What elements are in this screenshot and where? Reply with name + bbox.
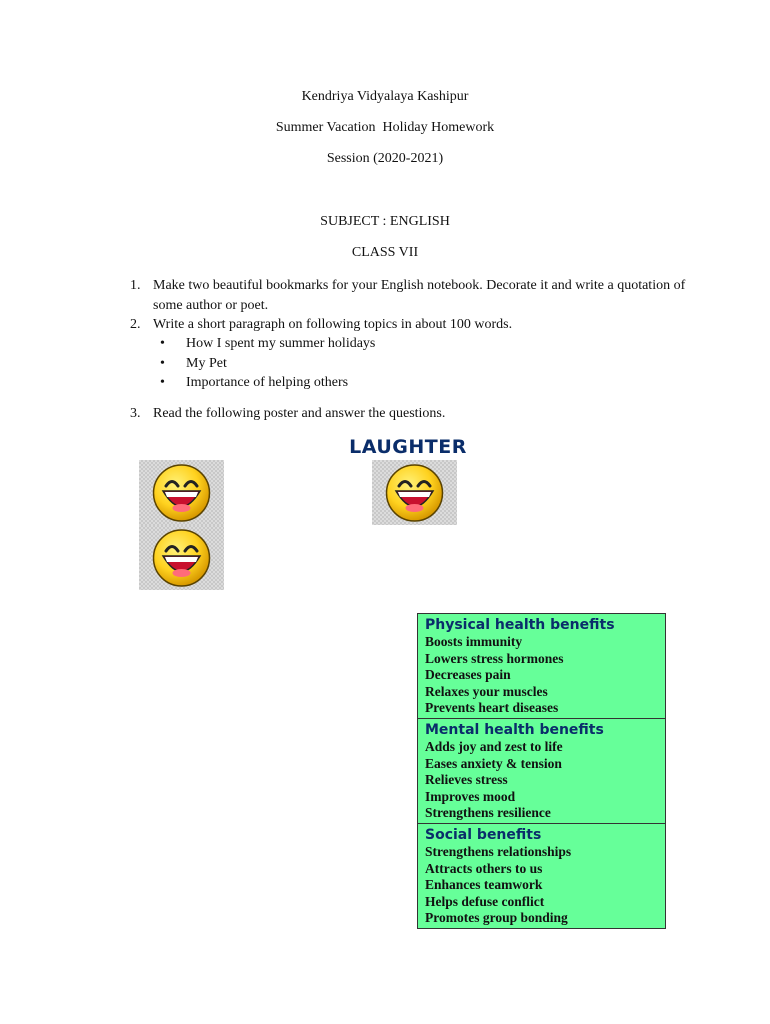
benefit-item: Strengthens relationships <box>425 843 572 859</box>
question-text: Write a short paragraph on following topics in about 100 words. <box>153 317 513 332</box>
physical-benefits-section <box>418 614 665 718</box>
bullet-icon: • <box>160 375 165 390</box>
bullet-icon: • <box>160 355 165 371</box>
section-heading: Social benefits <box>425 826 542 843</box>
question-number: 2. <box>130 317 141 332</box>
question-1 <box>130 276 690 315</box>
laughing-face-icon <box>139 525 224 590</box>
bullet-icon: • <box>160 336 165 351</box>
question-2 <box>130 315 690 335</box>
benefit-item: Relieves stress <box>425 772 508 788</box>
laughing-face-icon <box>139 460 224 525</box>
benefits-table <box>417 613 666 929</box>
benefit-item: Eases anxiety & tension <box>425 755 562 771</box>
school-name: Kendriya Vidyalaya Kashipur <box>301 89 469 104</box>
topic-item: • My Pet <box>160 354 375 374</box>
topic-list <box>160 334 375 393</box>
question-3 <box>130 404 690 424</box>
mental-benefits-section <box>418 718 665 823</box>
question-number: 3. <box>130 406 141 421</box>
document-title: Summer Vacation Holiday Homework <box>275 120 495 135</box>
benefit-item: Lowers stress hormones <box>425 650 564 666</box>
question-number: 1. <box>130 278 141 293</box>
benefit-item: Decreases pain <box>425 667 511 683</box>
class-label: CLASS VII <box>351 245 419 260</box>
subject-label: SUBJECT : ENGLISH <box>320 214 450 229</box>
topic-item: • Importance of helping others <box>160 373 375 393</box>
benefit-item: Prevents heart diseases <box>425 700 559 716</box>
question-text: Make two beautiful bookmarks for your English notebook. Decorate it and write a quotation of some author or poet. <box>153 278 686 313</box>
benefit-item: Enhances teamwork <box>425 877 543 893</box>
benefit-item: Attracts others to us <box>425 860 543 876</box>
session-label: Session (2020-2021) <box>326 151 444 166</box>
benefit-item: Improves mood <box>425 788 516 804</box>
topic-item: • How I spent my summer holidays <box>160 334 375 354</box>
question-text: Read the following poster and answer the questions. <box>153 406 446 421</box>
social-benefits-section <box>418 823 665 928</box>
laughing-face-icon <box>372 460 457 525</box>
benefit-item: Relaxes your muscles <box>425 683 548 699</box>
benefit-item: Promotes group bonding <box>425 910 568 926</box>
benefit-item: Strengthens resilience <box>425 805 551 821</box>
section-heading: Mental health benefits <box>425 721 604 738</box>
poster-title: LAUGHTER <box>349 436 467 458</box>
section-heading: Physical health benefits <box>425 617 615 633</box>
benefit-item: Adds joy and zest to life <box>425 738 563 754</box>
benefit-item: Boosts immunity <box>425 634 523 649</box>
benefit-item: Helps defuse conflict <box>425 893 545 909</box>
